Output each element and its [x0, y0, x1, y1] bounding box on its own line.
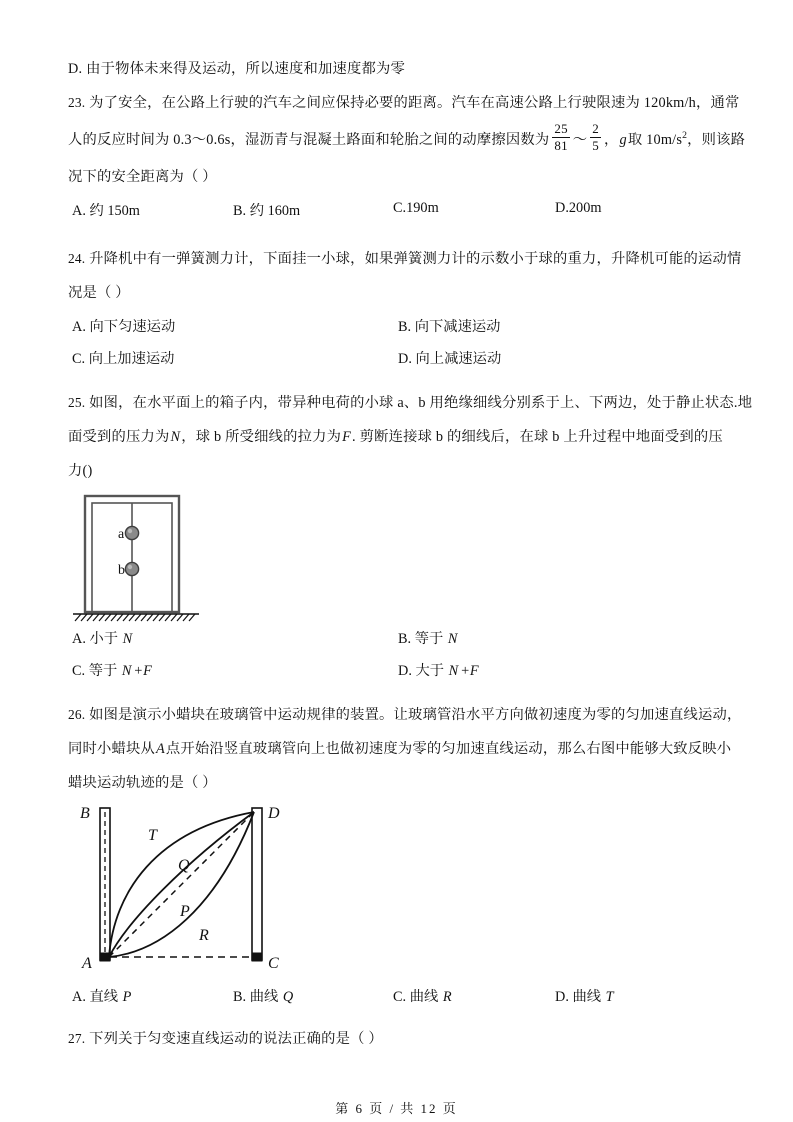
- option-label: D.: [398, 351, 412, 367]
- q25-stem-line1: [68, 386, 753, 420]
- q25-stem-line3: [68, 454, 728, 488]
- option-label: B.: [233, 203, 247, 219]
- page-content: [68, 52, 753, 1056]
- option-symbol: T: [605, 989, 614, 1005]
- trajectory-p-straight-dashed: [109, 812, 254, 957]
- option-symbol: Q: [282, 989, 294, 1005]
- fraction-denominator: 5: [592, 138, 599, 154]
- q24-number: 24.: [68, 251, 86, 266]
- option-label: C.: [393, 989, 407, 1005]
- q22-option-d-text: 由于物体未来得及运动，所以速度和加速度都为零: [86, 61, 406, 77]
- option-text: 曲线: [572, 989, 605, 1005]
- ground-hatching: [75, 614, 195, 621]
- gravity-symbol: g: [619, 132, 627, 148]
- q25-option-a[interactable]: [72, 628, 133, 648]
- q23-stem-text1: 为了安全，在公路上行驶的汽车之间应保持必要的距离。汽车在高速公路上行驶限速为 120km/h，通常: [89, 95, 740, 111]
- label-b: B: [80, 805, 90, 822]
- fraction-numerator: 25: [554, 121, 568, 137]
- q27-stem-text1: 下列关于匀变速直线运动的说法正确的是（ ）: [89, 1031, 383, 1047]
- option-label: B.: [233, 989, 247, 1005]
- option-label: A.: [72, 989, 86, 1005]
- q23-stem-text2d: ，则该路: [687, 132, 746, 148]
- ball-a-label: a: [118, 527, 125, 542]
- label-p: P: [180, 903, 190, 920]
- ball-b-label: b: [118, 563, 125, 578]
- q23-number: 23.: [68, 95, 86, 110]
- q25-option-c[interactable]: [72, 660, 153, 680]
- q26-option-c[interactable]: [393, 986, 453, 1006]
- q23-option-a[interactable]: [72, 200, 140, 220]
- q23-stem-text2c: 取 10m/s: [627, 132, 683, 148]
- q25-options-row-2: [68, 660, 728, 692]
- option-label: C.: [72, 663, 86, 679]
- option-symbol: N: [122, 631, 133, 647]
- q26-stem-text1: 如图是演示小蜡块在玻璃管中运动规律的装置。让玻璃管沿水平方向做初速度为零的匀加速直线运动，: [89, 707, 742, 723]
- friction-coefficient-fraction-high: [587, 122, 604, 153]
- label-d: D: [268, 805, 280, 822]
- option-symbol: N: [448, 663, 459, 679]
- point-a-symbol: A: [155, 741, 165, 757]
- fraction-denominator: 81: [554, 138, 568, 154]
- q26-stem-line2: [68, 732, 732, 766]
- q24-stem-text1: 升降机中有一弹簧测力计，下面挂一小球，如果弹簧测力计的示数小于球的重力，升降机可能的运动情: [89, 251, 742, 267]
- q25-option-d[interactable]: [398, 660, 480, 680]
- option-label: B.: [398, 319, 412, 335]
- gravity-unit-exponent: 2: [682, 130, 688, 142]
- q25-stem-text3: 力(): [68, 463, 93, 479]
- point-c-marker: [252, 953, 262, 961]
- option-text: 等于: [414, 631, 447, 647]
- label-a: A: [82, 955, 92, 972]
- q25-stem-text2b: ，球 b 所受细线的拉力为: [181, 429, 342, 445]
- q25-number: 25.: [68, 395, 86, 410]
- option-text: 约 150m: [89, 203, 140, 219]
- label-r: R: [199, 927, 209, 944]
- option-label: A.: [72, 631, 86, 647]
- q24-stem-text2: 况是（ ）: [68, 285, 130, 301]
- q27-stem-line1: [68, 1022, 728, 1056]
- tension-force-symbol: F: [342, 429, 352, 445]
- option-text: 190m: [406, 200, 439, 216]
- q25-option-b[interactable]: [398, 628, 458, 648]
- option-text: 直线: [89, 989, 122, 1005]
- q25-stem-text1: 如图，在水平面上的箱子内，带异种电荷的小球 a、b 用绝缘细线分别系于上、下两边，处于静止状态.地: [89, 395, 753, 411]
- q23-stem-line1: [68, 86, 740, 120]
- q23-stem-line3: [68, 160, 728, 194]
- option-symbol: R: [442, 989, 452, 1005]
- option-text: 向下匀速运动: [89, 319, 176, 335]
- option-text: 向下减速运动: [414, 319, 501, 335]
- q26-stem-line3: [68, 766, 728, 800]
- wax-block-trajectory-diagram: [68, 800, 328, 986]
- ball-b: [125, 562, 138, 575]
- q26-stem-text2b: 点开始沿竖直玻璃管向上也做初速度为零的匀加速直线运动，那么右图中能够大致反映小: [165, 741, 732, 757]
- q26-figure: [68, 800, 728, 986]
- ball-b-highlight: [128, 565, 132, 569]
- right-glass-tube: [252, 808, 262, 960]
- q26-stem-text3: 蜡块运动轨迹的是（ ）: [68, 775, 217, 791]
- ball-a: [125, 526, 138, 539]
- option-text: 200m: [568, 200, 602, 216]
- ball-a-highlight: [128, 529, 132, 533]
- option-suffix: +F: [133, 663, 152, 679]
- q23-stem-line2: [68, 120, 746, 160]
- label-q: Q: [178, 857, 190, 874]
- q24-options-row-1: [68, 316, 728, 348]
- q26-options-row: [68, 986, 728, 1016]
- fraction-range-separator: ～: [572, 132, 588, 148]
- page-footer: 第 6 页 / 共 12 页: [335, 1101, 458, 1116]
- option-text: 向上加速运动: [88, 351, 175, 367]
- q26-option-d[interactable]: [555, 986, 615, 1006]
- q22-option-d-label: D.: [68, 61, 83, 77]
- option-text: 约 160m: [249, 203, 301, 219]
- option-label: C.: [72, 351, 86, 367]
- q23-stem-text3: 况下的安全距离为（ ）: [68, 169, 217, 185]
- option-label: C.: [393, 200, 407, 216]
- q23-option-c[interactable]: [393, 200, 439, 217]
- option-label: A.: [72, 203, 86, 219]
- option-text: 向上减速运动: [415, 351, 502, 367]
- q25-figure: [68, 488, 728, 628]
- q26-number: 26.: [68, 707, 86, 722]
- q24-option-b[interactable]: [398, 316, 500, 336]
- option-suffix: +F: [460, 663, 479, 679]
- q24-stem-line2: [68, 276, 728, 310]
- option-text: 小于: [89, 631, 122, 647]
- normal-force-symbol: N: [170, 429, 181, 445]
- q23-option-d[interactable]: [555, 200, 601, 217]
- option-text: 等于: [88, 663, 121, 679]
- option-label: B.: [398, 631, 412, 647]
- q23-options-row: [68, 200, 728, 230]
- q25-stem-line2: [68, 420, 728, 454]
- q25-stem-text2a: 面受到的压力为: [68, 429, 170, 445]
- q26-stem-line1: [68, 698, 742, 732]
- q23-option-b[interactable]: [233, 200, 300, 220]
- box-with-charged-balls-diagram: [68, 488, 318, 628]
- option-label: D.: [555, 200, 569, 216]
- q26-stem-text2a: 同时小蜡块从: [68, 741, 155, 757]
- option-symbol: N: [447, 631, 458, 647]
- q24-option-a[interactable]: [72, 316, 175, 336]
- friction-coefficient-fraction-low: [549, 122, 572, 153]
- option-label: A.: [72, 319, 86, 335]
- fraction-numerator: 2: [592, 121, 599, 137]
- option-text: 曲线: [249, 989, 282, 1005]
- option-label: D.: [398, 663, 412, 679]
- q25-options-row-1: [68, 628, 728, 660]
- q24-option-c[interactable]: [72, 348, 174, 368]
- q25-stem-text2c: . 剪断连接球 b 的细线后，在球 b 上升过程中地面受到的压: [352, 429, 723, 445]
- option-label: D.: [555, 989, 569, 1005]
- label-c: C: [268, 955, 279, 972]
- q24-options-row-2: [68, 348, 728, 380]
- q23-stem-text2a: 人的反应时间为 0.3～0.6s，湿沥青与混凝土路面和轮胎之间的动摩擦因数为: [68, 132, 550, 148]
- q22-option-d-row: [68, 52, 728, 86]
- label-t: T: [148, 827, 157, 844]
- q26-option-a[interactable]: [72, 986, 132, 1006]
- q27-number: 27.: [68, 1031, 86, 1046]
- q23-stem-text2b: ，: [604, 132, 619, 148]
- q26-option-b[interactable]: [233, 986, 294, 1006]
- option-symbol: N: [121, 663, 132, 679]
- option-symbol: P: [122, 989, 132, 1005]
- q24-stem-line1: [68, 242, 742, 276]
- q24-option-d[interactable]: [398, 348, 501, 368]
- option-text: 曲线: [409, 989, 442, 1005]
- option-text: 大于: [415, 663, 448, 679]
